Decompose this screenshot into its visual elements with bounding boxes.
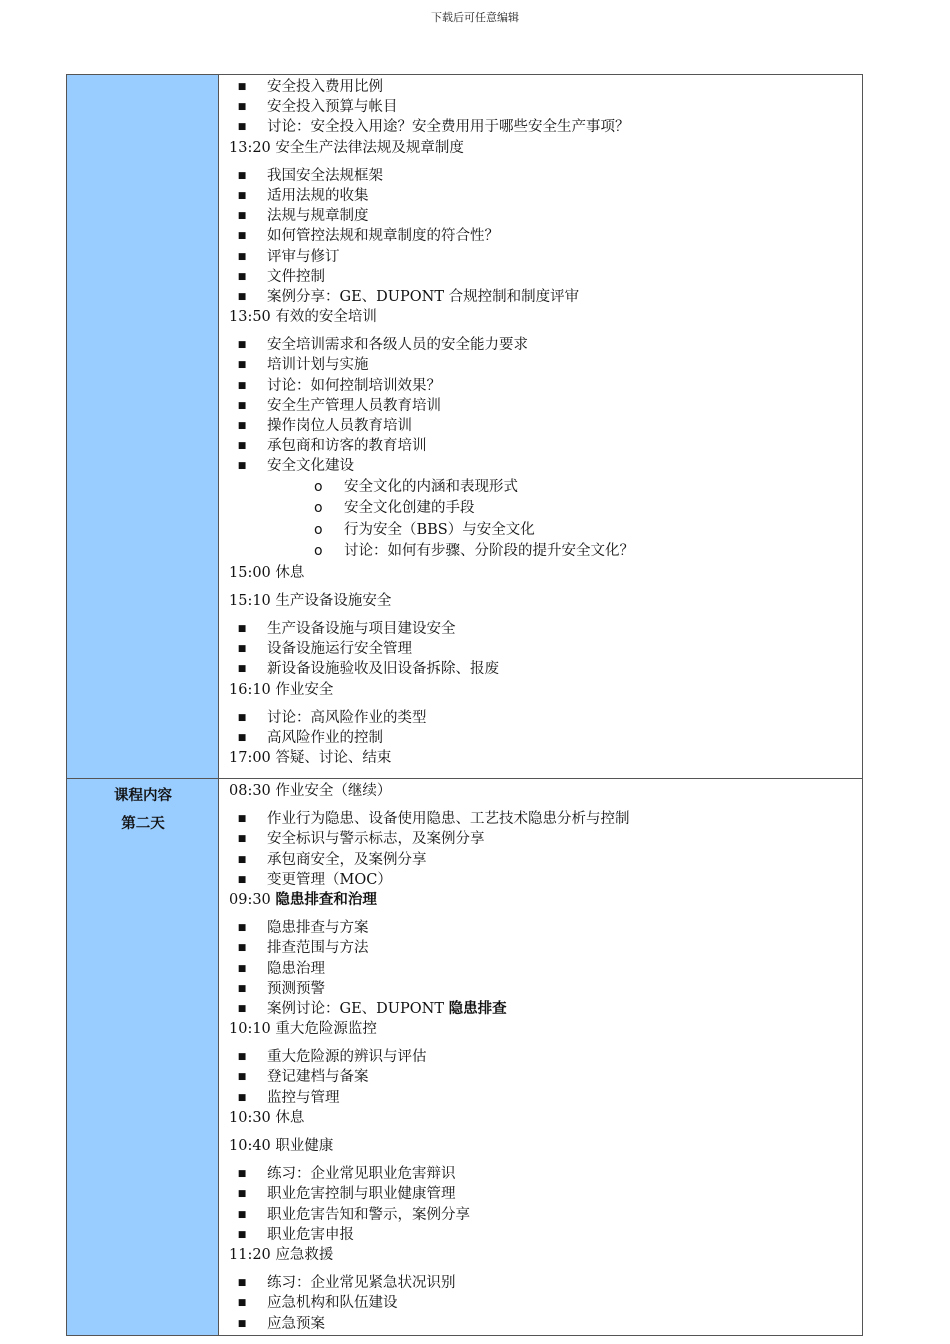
square-bullet-icon: ■ — [237, 1229, 247, 1240]
square-bullet-icon: ■ — [237, 231, 247, 242]
square-bullet-icon: ■ — [237, 664, 247, 675]
list-item: ■ 安全文化建设 — [229, 456, 858, 476]
session-time-heading: 10:10 重大危险源监控 — [229, 1021, 377, 1038]
square-bullet-icon: ■ — [237, 963, 247, 974]
square-bullet-icon: ■ — [237, 211, 247, 222]
list-item: ■ 职业危害控制与职业健康管理 — [229, 1184, 858, 1204]
square-bullet-icon: ■ — [237, 190, 247, 201]
session-items — [229, 1047, 858, 1108]
square-bullet-icon: ■ — [237, 170, 247, 181]
square-bullet-icon: ■ — [237, 1003, 247, 1014]
list-item: ■ 职业危害申报 — [229, 1225, 858, 1245]
session-items — [229, 166, 858, 307]
day-two-label: 第二天 — [121, 816, 165, 832]
session-time-heading: 08:30 作业安全（继续） — [229, 783, 392, 799]
list-item: ■ 职业危害告知和警示，案例分享 — [229, 1205, 858, 1225]
session-items — [229, 918, 858, 1019]
square-bullet-icon: ■ — [237, 251, 247, 262]
square-bullet-icon: ■ — [237, 1209, 247, 1220]
list-item: ■ 预测预警 — [229, 979, 858, 999]
square-bullet-icon: ■ — [237, 1072, 247, 1083]
square-bullet-icon: ■ — [237, 874, 247, 885]
square-bullet-icon: ■ — [237, 122, 247, 133]
square-bullet-icon: ■ — [237, 712, 247, 723]
square-bullet-icon: ■ — [237, 623, 247, 634]
square-bullet-icon: ■ — [237, 400, 247, 411]
square-bullet-icon: ■ — [237, 1052, 247, 1063]
session-time-heading: 13:20 安全生产法律法规及规章制度 — [229, 139, 464, 156]
square-bullet-icon: ■ — [237, 380, 247, 391]
list-item: ■ 法规与规章制度 — [229, 206, 858, 226]
course-content-label: 课程内容 — [114, 788, 172, 804]
session-items — [229, 1164, 858, 1245]
square-bullet-icon: ■ — [237, 441, 247, 452]
session-time-heading: 15:00 休息 — [229, 564, 305, 581]
circle-bullet-icon: o — [314, 500, 323, 517]
square-bullet-icon: ■ — [237, 814, 247, 825]
square-bullet-icon: ■ — [237, 1278, 247, 1289]
list-item: ■ 安全培训需求和各级人员的安全能力要求 — [229, 335, 858, 355]
square-bullet-icon: ■ — [237, 421, 247, 431]
square-bullet-icon: ■ — [237, 1318, 247, 1329]
sub-list-item: o 行为安全（BBS）与安全文化 — [229, 520, 858, 542]
list-item: ■ 隐患排查与方案 — [229, 918, 858, 938]
sub-list-item: o 安全文化创建的手段 — [229, 498, 858, 520]
square-bullet-icon: ■ — [237, 834, 247, 845]
circle-bullet-icon: o — [314, 521, 323, 538]
list-item: ■ 承包商安全，及案例分享 — [229, 850, 858, 870]
list-item: ■ 隐患治理 — [229, 959, 858, 979]
square-bullet-icon: ■ — [237, 102, 247, 113]
list-item: ■ 讨论：安全投入用途？安全费用用于哪些安全生产事项？ — [229, 117, 858, 137]
content-cell-day2 — [220, 779, 862, 1336]
list-item: ■ 设备设施运行安全管理 — [229, 639, 858, 659]
square-bullet-icon: ■ — [237, 923, 247, 934]
list-item: ■ 安全投入费用比例 — [229, 77, 858, 97]
list-item: ■ 练习：企业常见职业危害辩识 — [229, 1164, 858, 1184]
content-cell-day1 — [220, 75, 862, 778]
square-bullet-icon: ■ — [237, 82, 247, 92]
square-bullet-icon: ■ — [237, 732, 247, 743]
list-item: ■ 高风险作业的控制 — [229, 728, 858, 748]
list-item: ■ 重大危险源的辨识与评估 — [229, 1047, 858, 1067]
circle-bullet-icon: o — [314, 543, 323, 560]
list-item: ■ 登记建档与备案 — [229, 1067, 858, 1087]
list-item: ■ 排查范围与方法 — [229, 938, 858, 958]
square-bullet-icon: ■ — [237, 1298, 247, 1309]
list-item: ■ 操作岗位人员教育培训 — [229, 416, 858, 436]
sub-list-item: o 安全文化的内涵和表现形式 — [229, 477, 858, 499]
list-item: ■ 我国安全法规框架 — [229, 166, 858, 186]
session-time-heading: 15:10 生产设备设施安全 — [229, 592, 392, 609]
list-item: ■ 生产设备设施与项目建设安全 — [229, 619, 858, 639]
list-item: ■ 案例分享：GE、DUPONT 合规控制和制度评审 — [229, 287, 858, 307]
session-time-heading: 17:00 答疑、讨论、结束 — [229, 750, 392, 767]
list-item: ■ 安全标识与警示标志，及案例分享 — [229, 829, 858, 849]
session-items — [229, 335, 858, 562]
square-bullet-icon: ■ — [237, 983, 247, 994]
list-item: ■ 讨论：高风险作业的类型 — [229, 708, 858, 728]
square-bullet-icon: ■ — [237, 271, 247, 282]
square-bullet-icon: ■ — [237, 1189, 247, 1200]
list-item: ■ 案例讨论：GE、DUPONT 隐患排查 — [229, 999, 858, 1019]
table-row-day2 — [67, 779, 862, 1336]
square-bullet-icon: ■ — [237, 943, 247, 954]
session-time-heading: 16:10 作业安全 — [229, 681, 334, 698]
list-item: ■ 讨论：如何控制培训效果？ — [229, 376, 858, 396]
sub-list-item: o 讨论：如何有步骤、分阶段的提升安全文化？ — [229, 541, 858, 563]
list-item: ■ 变更管理（MOC） — [229, 870, 858, 890]
square-bullet-icon: ■ — [237, 1092, 247, 1103]
square-bullet-icon: ■ — [237, 291, 247, 302]
list-item: ■ 监控与管理 — [229, 1088, 858, 1108]
session-items — [229, 708, 858, 748]
session-items — [229, 809, 858, 890]
list-item: ■ 练习：企业常见紧急状况识别 — [229, 1273, 858, 1293]
circle-bullet-icon: o — [314, 478, 323, 495]
session-time-heading: 10:40 职业健康 — [229, 1138, 334, 1154]
list-item: ■ 新设备设施验收及旧设备拆除、报废 — [229, 659, 858, 679]
list-item: ■ 培训计划与实施 — [229, 355, 858, 375]
session-time-heading: 10:30 休息 — [229, 1109, 305, 1126]
square-bullet-icon: ■ — [237, 340, 247, 351]
table-row-day1 — [67, 75, 862, 779]
session-items — [229, 1273, 858, 1334]
course-schedule-table — [66, 74, 863, 1336]
session-items — [229, 619, 858, 680]
list-item: ■ 如何管控法规和规章制度的符合性？ — [229, 226, 858, 246]
list-item: ■ 文件控制 — [229, 267, 858, 287]
square-bullet-icon: ■ — [237, 644, 247, 655]
list-item: ■ 安全投入预算与帐目 — [229, 97, 858, 117]
list-item: ■ 应急预案 — [229, 1314, 858, 1334]
session-time-heading: 11:20 应急救援 — [229, 1246, 334, 1263]
list-item: ■ 适用法规的收集 — [229, 186, 858, 206]
list-item: ■ 安全生产管理人员教育培训 — [229, 396, 858, 416]
session-time-heading: 13:50 有效的安全培训 — [229, 309, 377, 326]
label-cell-day1 — [67, 75, 219, 778]
page-header-note: 下载后可任意编辑 — [431, 11, 519, 24]
list-item: ■ 应急机构和队伍建设 — [229, 1293, 858, 1313]
square-bullet-icon: ■ — [237, 461, 247, 472]
list-item: ■ 评审与修订 — [229, 247, 858, 267]
square-bullet-icon: ■ — [237, 1169, 247, 1180]
list-item: ■ 作业行为隐患、设备使用隐患、工艺技术隐患分析与控制 — [229, 809, 858, 829]
square-bullet-icon: ■ — [237, 360, 247, 371]
session-time-heading: 09:30 隐患排查和治理 — [229, 891, 377, 908]
square-bullet-icon: ■ — [237, 854, 247, 865]
list-item: ■ 承包商和访客的教育培训 — [229, 436, 858, 456]
label-cell-day2 — [67, 779, 219, 1336]
